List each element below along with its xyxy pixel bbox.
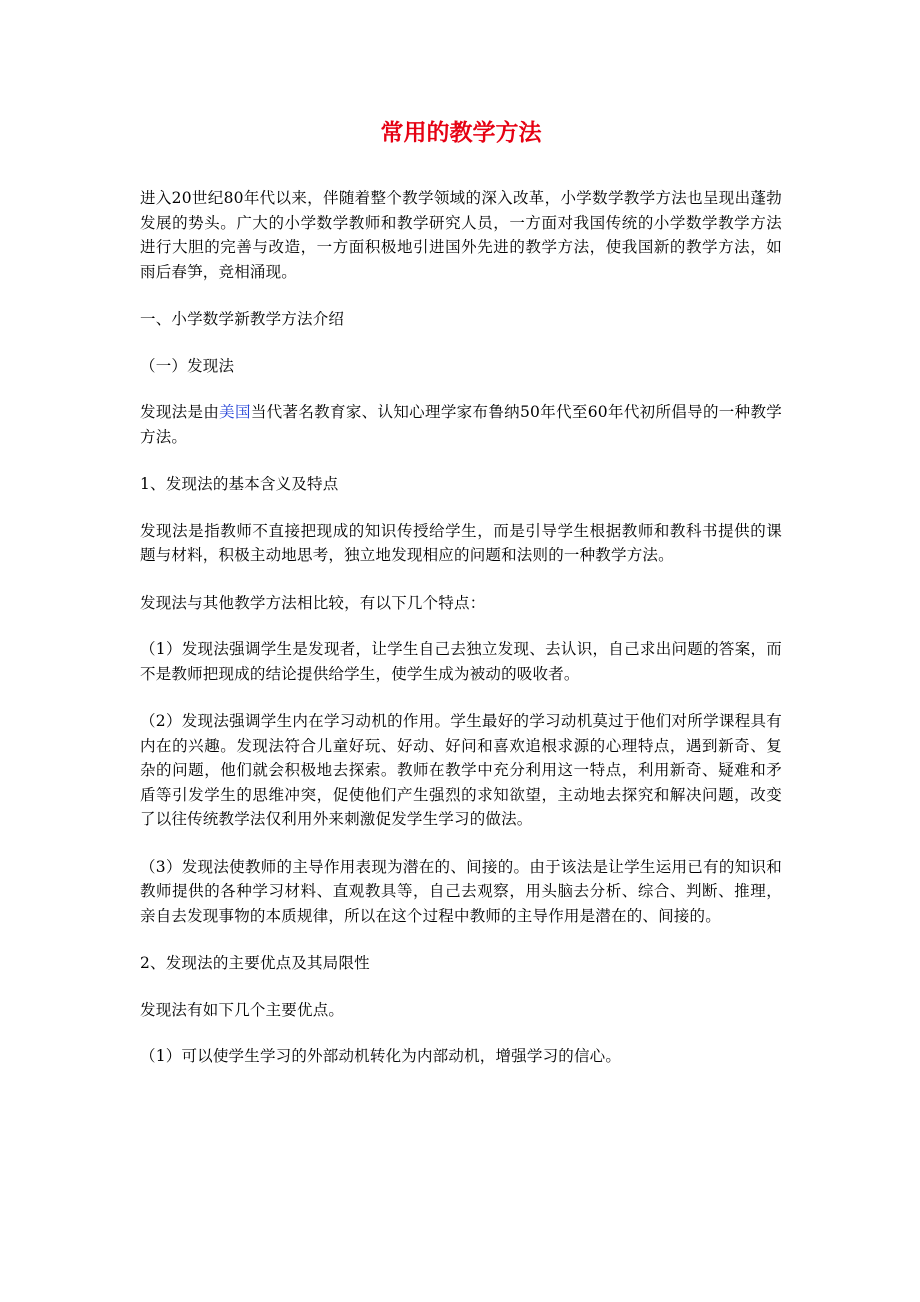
section-heading: 一、小学数学新教学方法介绍 [140, 310, 345, 328]
advantages-intro: 发现法有如下几个主要优点。 [140, 1000, 345, 1019]
intro-paragraph: 进入20世纪80年代以来，伴随着整个教学领域的深入改革，小学数学教学方法也呈现出蓬勃发展的势头。广大的小学数学教师和教学研究人员，一方面对我国传统的小学数学教学方法进行大胆的完善与改造，一方面积极地引进国外先进的教学方法，使我国新的教学方法，如雨后春笋，竞相涌现。 [140, 189, 782, 281]
point-heading: 2、发现法的主要优点及其局限性 [140, 954, 370, 972]
america-link[interactable]: 美国 [219, 403, 251, 421]
comparison-intro: 发现法与其他教学方法相比较，有以下几个特点： [140, 593, 486, 612]
feature-item: （3）发现法使教师的主导作用表现为潜在的、间接的。由于该法是让学生运用已有的知识和教师提供的各种学习材料、直观教具等，自己去观察，用头脑去分析、综合、判断、推理，亲自去发现事物的本质规律，所以在这个过程中教师的主导作用是潜在的、间接的。 [140, 857, 782, 925]
origin-prefix: 发现法是由 [140, 403, 220, 421]
definition-paragraph: 发现法是指教师不直接把现成的知识传授给学生，而是引导学生根据教师和教科书提供的课题与材料，积极主动地思考，独立地发现相应的问题和法则的一种教学方法。 [140, 521, 782, 564]
discovery-origin-paragraph [140, 400, 782, 449]
document-title: 常用的教学方法 [380, 119, 542, 146]
document-page [140, 118, 782, 1091]
feature-item: （1）发现法强调学生是发现者，让学生自己去独立发现、去认识，自己求出问题的答案，而不是教师把现成的结论提供给学生，使学生成为被动的吸收者。 [140, 640, 782, 683]
subsection-heading: （一）发现法 [140, 356, 235, 375]
advantage-item: （1）可以使学生学习的外部动机转化为内部动机，增强学习的信心。 [140, 1047, 622, 1065]
point-heading: 1、发现法的基本含义及特点 [140, 475, 339, 493]
feature-item: （2）发现法强调学生内在学习动机的作用。学生最好的学习动机莫过于他们对所学课程具有内在的兴趣。发现法符合儿童好玩、好动、好问和喜欢追根求源的心理特点，遇到新奇、复杂的问题，他们就会积极地去探索。教师在教学中充分利用这一特点，利用新奇、疑难和矛盾等引发学生的思维冲突，促使他们产生强烈的求知欲望，主动地去探究和解决问题，改变了以往传统教学法仅利用外来刺激促发学生学习的做法。 [140, 712, 782, 828]
origin-suffix: 当代著名教育家、认知心理学家布鲁纳50年代至60年代初所倡导的一种教学方法。 [140, 403, 782, 446]
